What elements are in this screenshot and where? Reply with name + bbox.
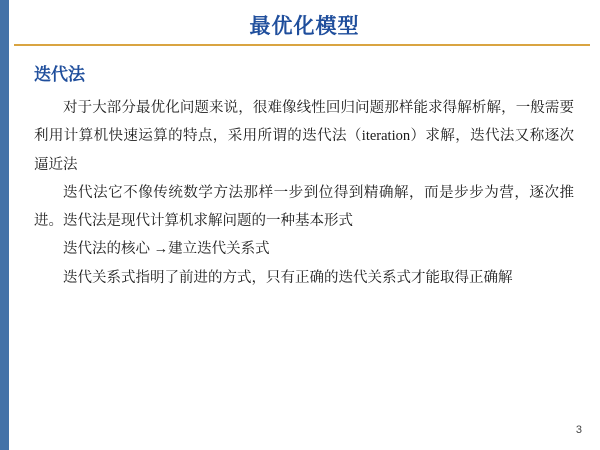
page-number: 3 [575,424,582,436]
body-paragraph-1: 对于大部分最优化问题来说，很难像线性回归问题那样能求得解析解，一般需要利用计算机快速运算的特点，采用所谓的迭代法（iteration）求解，迭代法又称逐次逼近法 [34,100,574,173]
slide-title: 最优化模型 [249,14,360,38]
title-divider [14,44,590,46]
slide-body [34,94,574,292]
body-paragraph-4: 迭代关系式指明了前进的方式，只有正确的迭代关系式才能取得正确解 [63,269,513,286]
body-paragraph-2: 迭代法它不像传统数学方法那样一步到位得到精确解，而是步步为营，逐次推进。迭代法是现代计算机求解问题的一种基本形式 [34,184,574,230]
left-accent-bar [0,0,9,450]
body-paragraph-3: 迭代法的核心 →建立迭代关系式 [63,241,270,258]
slide-subtitle: 迭代法 [34,65,85,84]
